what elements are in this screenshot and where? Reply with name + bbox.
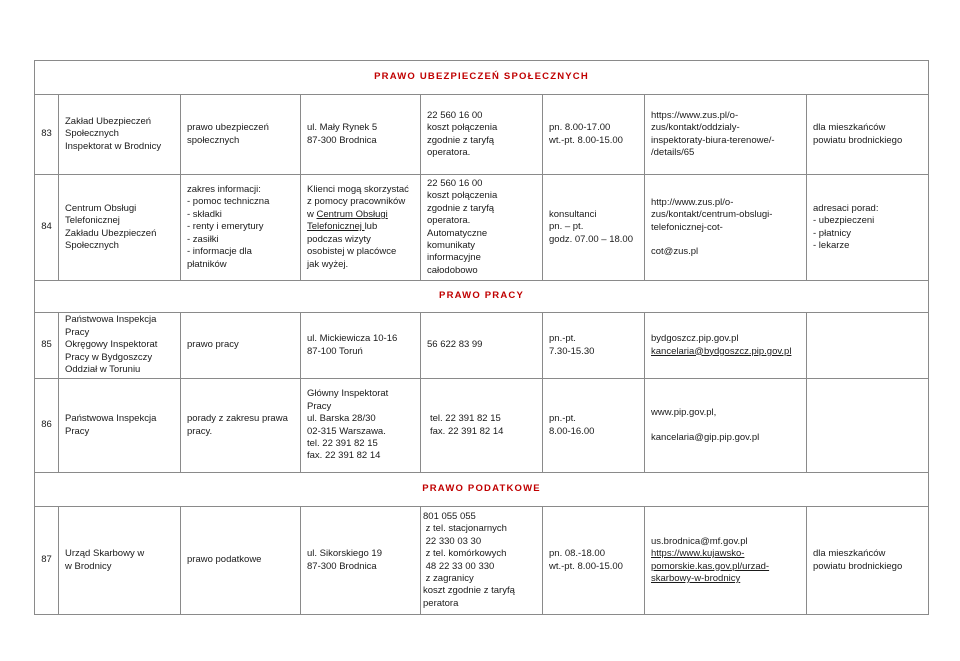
- email-link[interactable]: cot@zus.pl: [651, 245, 699, 257]
- table-row: [35, 313, 929, 379]
- row-number: 86: [35, 379, 59, 473]
- scope-cell: prawo ubezpieczeń społecznych: [181, 95, 301, 175]
- scope-cell: porady z zakresu prawa pracy.: [181, 379, 301, 473]
- web-cell[interactable]: [645, 379, 807, 473]
- notes-cell: dla mieszkańców powiatu brodnickiego: [807, 95, 929, 175]
- website-link[interactable]: https://www.zus.pl/o-: [651, 109, 739, 121]
- institution-cell: Państwowa Inspekcja Pracy Okręgowy Inspektorat Pracy w Bydgoszczy Oddział w Toruniu: [59, 313, 181, 379]
- phone-cell: 22 560 16 00 koszt połączenia zgodnie z taryfą operatora. Automatyczne komunikaty informacyjne całodobowo: [421, 175, 543, 281]
- website-link[interactable]: http://www.zus.pl/o-: [651, 196, 734, 208]
- table-row: [35, 507, 929, 615]
- scope-cell: zakres informacji: - pomoc techniczna - składki - renty i emerytury - zasiłki - informacje dla płatników: [181, 175, 301, 281]
- section-header-row: [35, 61, 929, 95]
- hours-cell: konsultanci pn. – pt. godz. 07.00 – 18.00: [543, 175, 645, 281]
- hours-cell: pn. 08.-18.00 wt.-pt. 8.00-15.00: [543, 507, 645, 615]
- hours-cell: pn. 8.00-17.00 wt.-pt. 8.00-15.00: [543, 95, 645, 175]
- website-link[interactable]: https://www.kujawsko-: [651, 548, 745, 560]
- address-cell: Klienci mogą skorzystać z pomocy pracowników w Centrum Obsługi Telefonicznej lub podczas wizyty osobistej w placówce jak wyżej.: [301, 175, 421, 281]
- notes-cell: [807, 379, 929, 473]
- row-number: 85: [35, 313, 59, 379]
- section-title-tax-law: PRAWO PODATKOWE: [35, 473, 929, 507]
- legal-aid-table: [34, 60, 929, 615]
- phone-cell: 801 055 055 z tel. stacjonarnych 22 330 03 30 z tel. komórkowych 48 22 33 00 330 z zagranicy koszt zgodnie z taryfą peratora: [421, 507, 543, 615]
- hours-cell: pn.-pt. 8.00-16.00: [543, 379, 645, 473]
- section-header-row: [35, 473, 929, 507]
- phone-cell: 22 560 16 00 koszt połączenia zgodnie z taryfą operatora.: [421, 95, 543, 175]
- row-number: 84: [35, 175, 59, 281]
- email-link[interactable]: kancelaria@bydgoszcz.pip.gov.pl: [651, 345, 792, 357]
- service-center-link[interactable]: Centrum Obsługi: [316, 208, 388, 220]
- web-cell[interactable]: [645, 313, 807, 379]
- section-title-social-insurance: PRAWO UBEZPIECZEŃ SPOŁECZNYCH: [35, 61, 929, 95]
- section-header-row: [35, 281, 929, 313]
- hours-cell: pn.-pt. 7.30-15.30: [543, 313, 645, 379]
- scope-cell: prawo podatkowe: [181, 507, 301, 615]
- row-number: 87: [35, 507, 59, 615]
- scope-cell: prawo pracy: [181, 313, 301, 379]
- web-cell[interactable]: us.brodnica@mf.gov.pl https://www.kujawsko- pomorskie.kas.gov.pl/urzad- skarbowy-w-brodnicy: [645, 507, 807, 615]
- table-row: [35, 175, 929, 281]
- institution-cell: Zakład Ubezpieczeń Społecznych Inspektorat w Brodnicy: [59, 95, 181, 175]
- email-link[interactable]: kancelaria@gip.pip.gov.pl: [651, 431, 760, 443]
- row-number: 83: [35, 95, 59, 175]
- institution-cell: Państwowa Inspekcja Pracy: [59, 379, 181, 473]
- website-link[interactable]: bydgoszcz.pip.gov.pl: [651, 333, 739, 345]
- website-link[interactable]: www.pip.gov.pl,: [651, 407, 717, 419]
- phone-cell: 56 622 83 99: [421, 313, 543, 379]
- address-cell: ul. Mały Rynek 5 87-300 Brodnica: [301, 95, 421, 175]
- service-center-link-cont[interactable]: Telefonicznej: [307, 221, 365, 233]
- email-link[interactable]: us.brodnica@mf.gov.pl: [651, 535, 748, 547]
- address-cell: Główny Inspektorat Pracy ul. Barska 28/30 02-315 Warszawa. tel. 22 391 82 15 fax. 22 391 82 14: [301, 379, 421, 473]
- section-title-labor-law: PRAWO PRACY: [35, 281, 929, 313]
- notes-cell: dla mieszkańców powiatu brodnickiego: [807, 507, 929, 615]
- web-cell[interactable]: https://www.zus.pl/o- zus/kontakt/oddzialy- inspektoraty-biura-terenowe/- /details/65: [645, 95, 807, 175]
- notes-cell: adresaci porad: - ubezpieczeni - płatnicy - lekarze: [807, 175, 929, 281]
- address-cell: ul. Sikorskiego 19 87-300 Brodnica: [301, 507, 421, 615]
- address-cell: ul. Mickiewicza 10-16 87-100 Toruń: [301, 313, 421, 379]
- table-row: [35, 95, 929, 175]
- web-cell[interactable]: http://www.zus.pl/o- zus/kontakt/centrum-obslugi- telefonicznej-cot- cot@zus.pl: [645, 175, 807, 281]
- notes-cell: [807, 313, 929, 379]
- institution-cell: Centrum Obsługi Telefonicznej Zakładu Ubezpieczeń Społecznych: [59, 175, 181, 281]
- institution-cell: Urząd Skarbowy w w Brodnicy: [59, 507, 181, 615]
- phone-cell: tel. 22 391 82 15 fax. 22 391 82 14: [421, 379, 543, 473]
- table-row: [35, 379, 929, 473]
